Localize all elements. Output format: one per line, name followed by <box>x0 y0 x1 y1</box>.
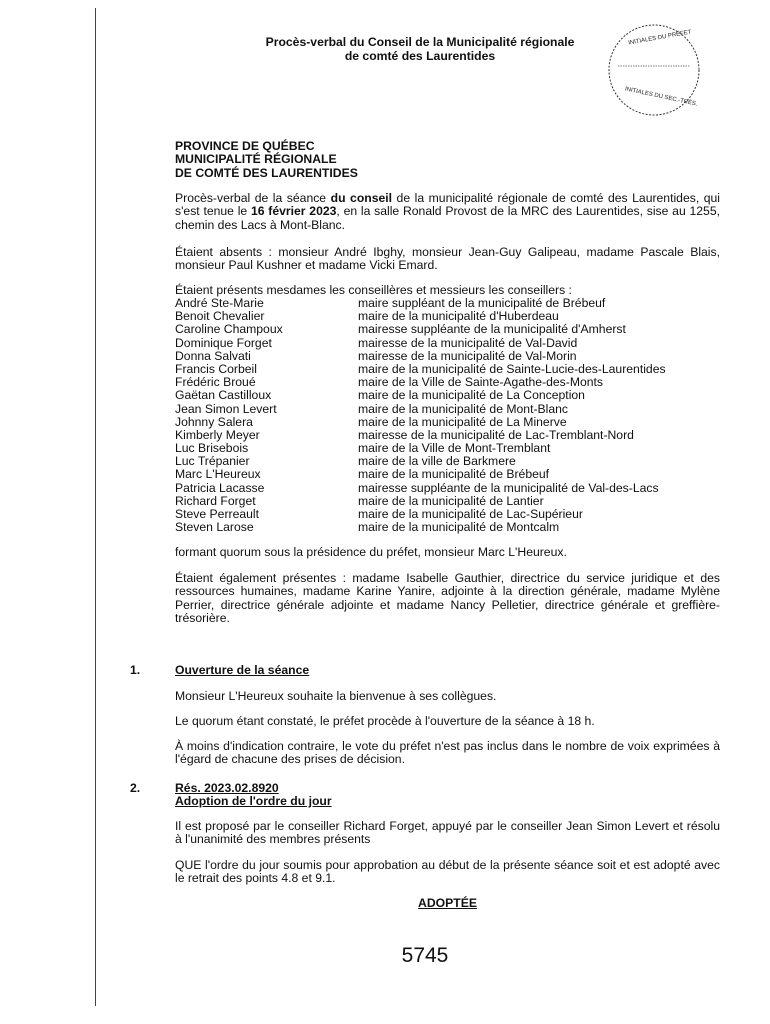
also-present-paragraph: Étaient également présentes : madame Isabelle Gauthier, directrice du service juridique et des ressources humaines, madame Karine Yanire, adjointe à la direction générale, madame Mylène Perrier, directrice générale adjointe et madame Nancy Pelletier, directrice générale et greffière-trésorière. <box>175 571 720 625</box>
member-row <box>175 403 720 416</box>
member-role: maire de la municipalité de La Minerve <box>358 414 567 429</box>
member-role: maire de la Ville de Sainte-Agathe-des-Monts <box>358 375 604 390</box>
margin-line <box>95 8 96 1006</box>
member-role: maire de la municipalité d'Huberdeau <box>358 309 559 324</box>
item1-p2: Le quorum étant constaté, le préfet procède à l'ouverture de la séance à 18 h. <box>175 714 595 728</box>
member-role: maire de la municipalité de Brébeuf <box>358 467 550 482</box>
members-list <box>175 297 720 534</box>
member-role: maire de la municipalité de Sainte-Lucie-des-Laurentides <box>358 361 666 376</box>
member-name: Steve Perreault <box>175 507 260 521</box>
member-row <box>175 521 720 534</box>
member-role: mairesse de la municipalité de Val-Morin <box>358 348 577 363</box>
item2-number: 2. <box>130 781 141 795</box>
member-role: mairesse de la municipalité de Lac-Tremblant-Nord <box>358 427 634 442</box>
member-name: Dominique Forget <box>175 335 272 350</box>
item1-number: 1. <box>130 663 141 677</box>
document-title-line1: Procès-verbal du Conseil de la Municipalité régionale <box>265 35 575 49</box>
item2-title <box>175 795 720 808</box>
member-name: Patricia Lacasse <box>175 480 265 495</box>
stamp-top-text: INITIALES DU PRÉFET <box>627 29 692 47</box>
member-row <box>175 389 720 402</box>
member-name: Marc L'Heureux <box>175 467 261 482</box>
heading-line1: PROVINCE DE QUÉBEC <box>175 139 315 153</box>
absents-paragraph: Étaient absents : monsieur André Ibghy, monsieur Jean-Guy Galipeau, madame Pascale Blais, monsieur Paul Kushner et madame Vicki Emard. <box>175 245 720 273</box>
member-role: mairesse suppléante de la municipalité de Val-des-Lacs <box>358 480 659 495</box>
member-name: Luc Brisebois <box>175 441 249 456</box>
initials-stamp <box>606 22 702 118</box>
member-name: Gaëtan Castilloux <box>175 388 272 403</box>
member-name: Johnny Salera <box>175 414 253 429</box>
member-name: Luc Trépanier <box>175 454 250 469</box>
member-name: Steven Larose <box>175 520 254 535</box>
intro-paragraph <box>175 192 720 232</box>
member-name: Benoit Chevalier <box>175 309 265 324</box>
page-number: 5745 <box>401 944 449 967</box>
heading-line2: MUNICIPALITÉ RÉGIONALE <box>175 152 337 167</box>
item2-p2: QUE l'ordre du jour soumis pour approbation au début de la présente séance soit et est adopté avec le retrait des points 4.8 et 9.1. <box>175 858 720 886</box>
resolution-number: Rés. 2023.02.8920 <box>175 781 279 795</box>
member-name: Caroline Champoux <box>175 322 283 337</box>
intro-text-a: Procès-verbal de la séance <box>175 191 331 205</box>
quorum-line: formant quorum sous la présidence du préfet, monsieur Marc L'Heureux. <box>175 545 567 559</box>
member-name: Jean Simon Levert <box>175 401 277 416</box>
heading-line3: DE COMTÉ DES LAURENTIDES <box>175 165 358 180</box>
member-role: maire de la municipalité de Montcalm <box>358 520 560 535</box>
intro-text-bold-council: du conseil <box>330 191 393 205</box>
item1-p3: À moins d'indication contraire, le vote du préfet n'est pas inclus dans le nombre de voix exprimées à l'égard de chacune des prises de décision. <box>175 739 720 767</box>
intro-text-c: de la municipalité régionale de comté des Laurentides, qui s'est tenue le <box>175 191 720 219</box>
adopted-label: ADOPTÉE <box>418 896 477 910</box>
member-role: maire de la ville de Barkmere <box>358 454 516 469</box>
member-row <box>175 416 720 429</box>
member-role: maire de la Ville de Mont-Tremblant <box>358 441 551 456</box>
member-row <box>175 350 720 363</box>
member-name: Richard Forget <box>175 493 256 508</box>
member-role: maire de la municipalité de Lac-Supérieur <box>358 507 583 521</box>
member-role: maire suppléant de la municipalité de Brébeuf <box>358 296 606 310</box>
item2-p1: Il est proposé par le conseiller Richard Forget, appuyé par le conseiller Jean Simon Levert et résolu à l'unanimité des membres présents <box>175 819 720 847</box>
member-role: maire de la municipalité de Lantier <box>358 493 544 508</box>
present-header: Étaient présents mesdames les conseillères et messieurs les conseillers : <box>175 283 572 297</box>
member-role: maire de la municipalité de La Conception <box>358 388 585 403</box>
member-name: Kimberly Meyer <box>175 427 260 442</box>
document-title-line2: de comté des Laurentides <box>344 49 496 63</box>
member-name: Frédéric Broué <box>175 375 256 390</box>
member-row <box>175 337 720 350</box>
member-row <box>175 482 720 495</box>
item1-title <box>175 664 720 677</box>
item1-title-text: Ouverture de la séance <box>175 663 310 677</box>
item2-title-text: Adoption de l'ordre du jour <box>175 794 332 808</box>
member-role: mairesse de la municipalité de Val-David <box>358 335 578 350</box>
meeting-date: 16 février 2023 <box>250 204 337 219</box>
intro-text-e: , en la salle Ronald Provost de la MRC des Laurentides, sise au 1255, chemin des Lacs à Mont-Blanc. <box>175 204 720 232</box>
member-name: Donna Salvati <box>175 348 251 363</box>
member-row <box>175 468 720 481</box>
item1-p1: Monsieur L'Heureux souhaite la bienvenue à ses collègues. <box>175 689 497 703</box>
member-row <box>175 323 720 336</box>
member-role: maire de la municipalité de Mont-Blanc <box>358 401 568 416</box>
member-name: Francis Corbeil <box>175 361 257 376</box>
member-role: mairesse suppléante de la municipalité d'Amherst <box>358 322 626 337</box>
stamp-bottom-text: INITIALES DU SEC.-TRÉS. <box>624 86 698 108</box>
member-name: André Ste-Marie <box>175 296 264 310</box>
province-heading <box>175 140 720 180</box>
